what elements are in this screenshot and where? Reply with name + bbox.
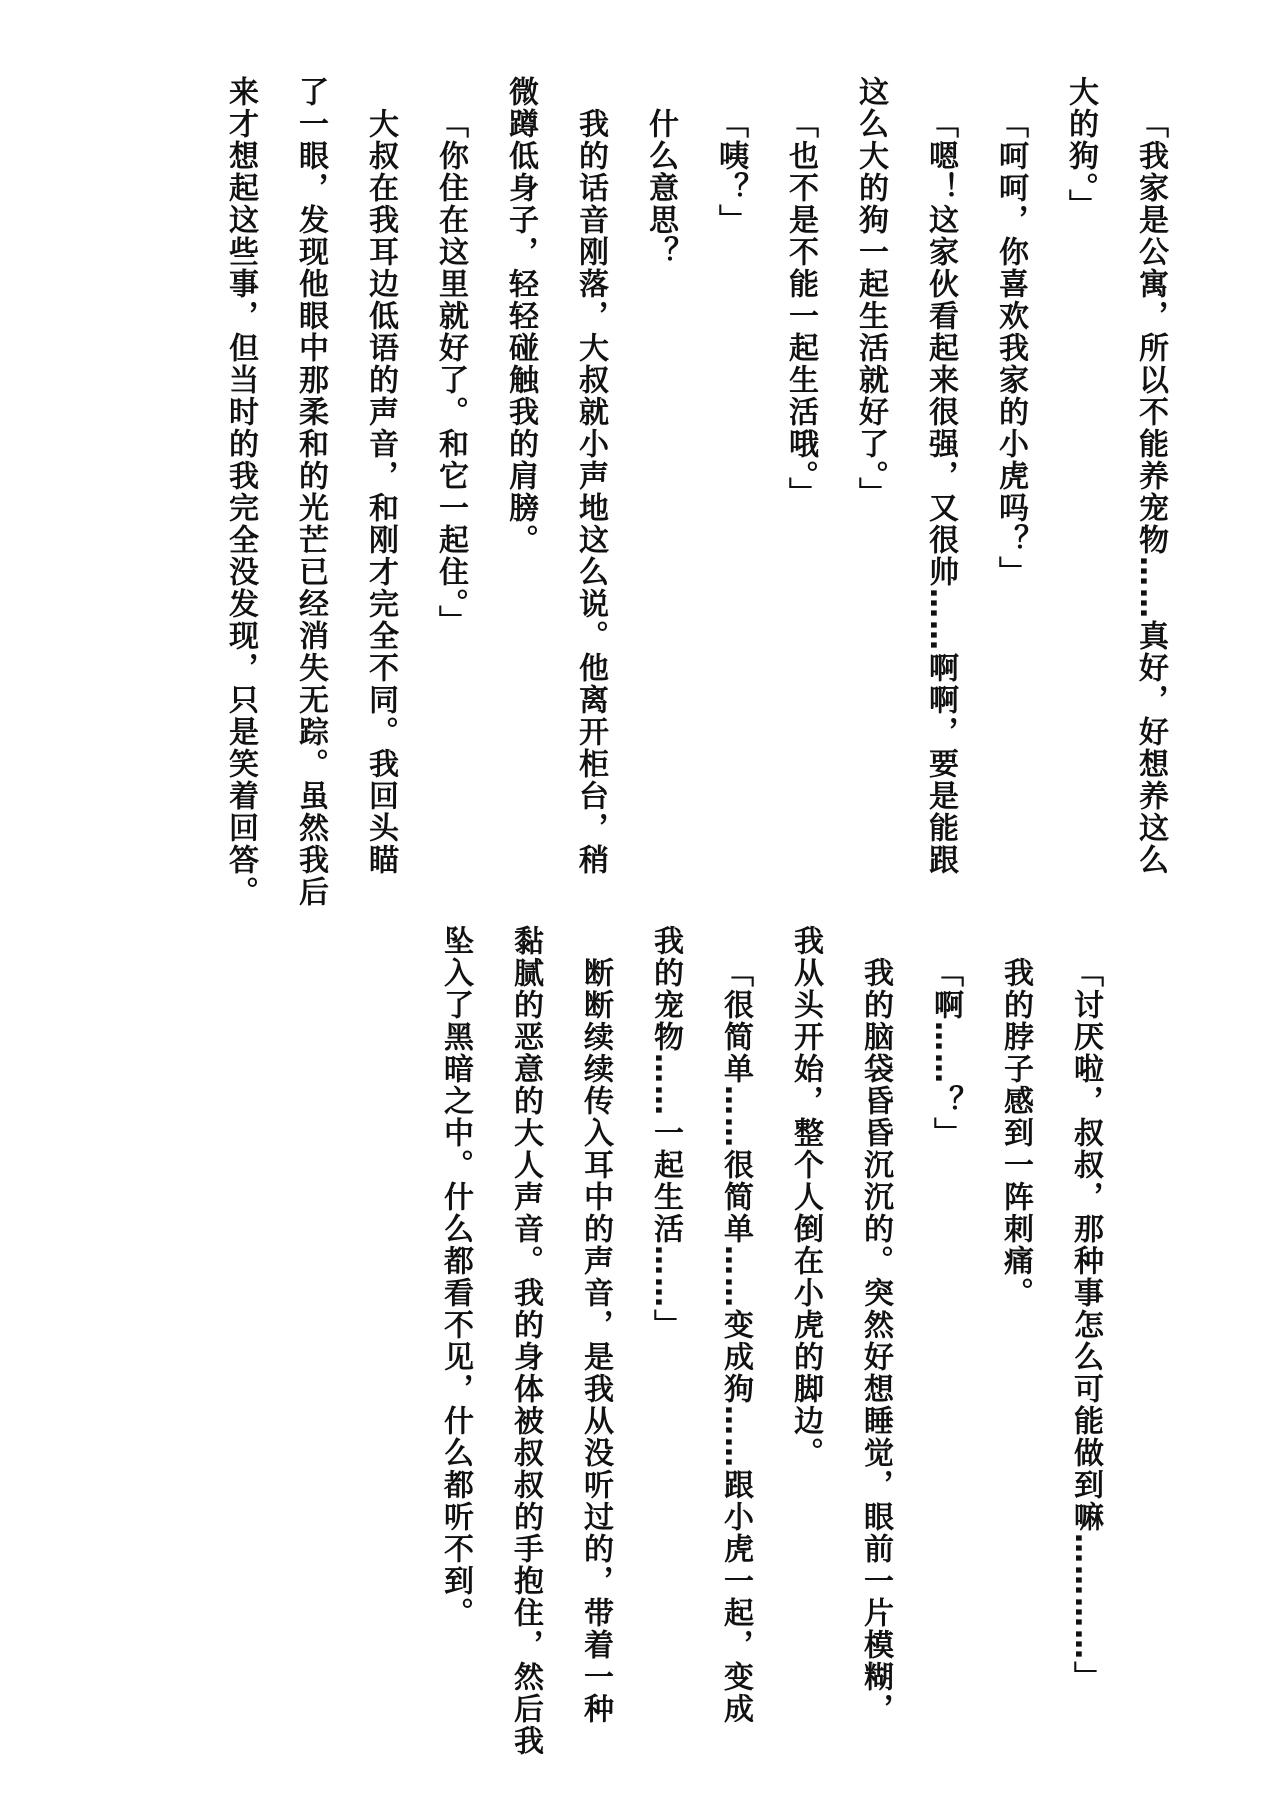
vertical-text-column: 断断续续传入耳中的声音，是我从没听过的，带着一种 <box>578 957 613 1725</box>
vertical-text-column: 黏腻的恶意的大人声音。我的身体被叔叔的手抱住，然后我 <box>508 925 543 1757</box>
vertical-text-column: 我的脑袋昏昏沉沉的。突然好想睡觉，眼前一片模糊， <box>858 957 893 1725</box>
vertical-text-column: 「很简单……很简单……变成狗……跟小虎一起，变成 <box>718 957 753 1725</box>
vertical-text-column: 我的脖子感到一阵刺痛。 <box>998 957 1033 1309</box>
vertical-text-column: 「也不是不能一起生活哦。」 <box>783 108 818 509</box>
vertical-text-column: 「嗯！这家伙看起来很强，又很帅……啊啊，要是能跟 <box>923 108 958 876</box>
vertical-text-column: 「呵呵，你喜欢我家的小虎吗？」 <box>993 108 1028 588</box>
vertical-text-column: 「咦？」 <box>713 108 748 236</box>
vertical-text-column: 「我家是公寓，所以不能养宠物……真好，好想养这么 <box>1133 108 1168 876</box>
vertical-text-column: 「讨厌啦，叔叔，那种事怎么可能做到嘛…………」 <box>1068 957 1103 1693</box>
vertical-text-column: 大叔在我耳边低语的声音，和刚才完全不同。我回头瞄 <box>363 108 398 876</box>
vertical-text-column: 我的话音刚落，大叔就小声地这么说。他离开柜台，稍 <box>573 108 608 876</box>
vertical-text-column: 来才想起这些事，但当时的我完全没发现，只是笑着回答。 <box>223 76 258 908</box>
top-text-block <box>205 76 1185 911</box>
vertical-text-column: 什么意思？ <box>643 108 678 268</box>
vertical-text-column: 了一眼，发现他眼中那柔和的光芒已经消失无踪。虽然我后 <box>293 76 328 908</box>
vertical-text-column: 微蹲低身子，轻轻碰触我的肩膀。 <box>503 76 538 556</box>
vertical-text-column: 「你住在这里就好了。和它一起住。」 <box>433 108 468 637</box>
vertical-text-column: 「啊……？」 <box>928 957 963 1149</box>
vertical-text-column: 大的狗。」 <box>1063 76 1098 221</box>
vertical-text-column: 我的宠物……一起生活……」 <box>648 925 683 1341</box>
vertical-text-column: 这么大的狗一起生活就好了。」 <box>853 76 888 509</box>
vertical-text-column: 我从头开始，整个人倒在小虎的脚边。 <box>788 925 823 1469</box>
bottom-text-block <box>420 925 1120 1757</box>
vertical-text-column: 坠入了黑暗之中。什么都看不见，什么都听不到。 <box>438 925 473 1629</box>
